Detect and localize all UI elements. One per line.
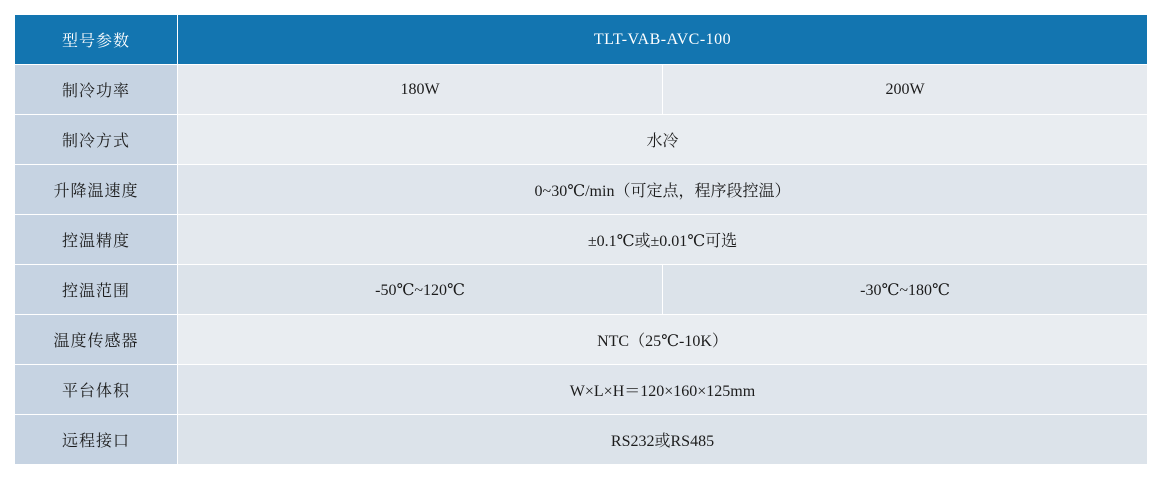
row-value: RS232或RS485 — [178, 415, 1148, 465]
row-label: 制冷功率 — [15, 65, 178, 115]
specification-table-container — [14, 14, 1148, 465]
specification-table — [14, 14, 1148, 465]
table-row — [15, 115, 1148, 165]
row-label: 升降温速度 — [15, 165, 178, 215]
row-value-right: 200W — [663, 65, 1148, 115]
row-value-right: -30℃~180℃ — [663, 265, 1148, 315]
row-value-left: 180W — [178, 65, 663, 115]
row-label: 温度传感器 — [15, 315, 178, 365]
row-value: 水冷 — [178, 115, 1148, 165]
table-row — [15, 365, 1148, 415]
row-value-left: -50℃~120℃ — [178, 265, 663, 315]
table-row — [15, 215, 1148, 265]
row-label: 控温范围 — [15, 265, 178, 315]
row-label: 平台体积 — [15, 365, 178, 415]
row-label: 制冷方式 — [15, 115, 178, 165]
row-label: 控温精度 — [15, 215, 178, 265]
table-row — [15, 65, 1148, 115]
row-value: TLT-VAB-AVC-100 — [178, 15, 1148, 65]
row-value: 0~30℃/min（可定点，程序段控温） — [178, 165, 1148, 215]
table-row — [15, 15, 1148, 65]
row-label: 远程接口 — [15, 415, 178, 465]
row-value: W×L×H＝120×160×125mm — [178, 365, 1148, 415]
table-row — [15, 265, 1148, 315]
row-value: ±0.1℃或±0.01℃可选 — [178, 215, 1148, 265]
table-row — [15, 315, 1148, 365]
table-row — [15, 415, 1148, 465]
row-label: 型号参数 — [15, 15, 178, 65]
row-value: NTC（25℃-10K） — [178, 315, 1148, 365]
table-row — [15, 165, 1148, 215]
